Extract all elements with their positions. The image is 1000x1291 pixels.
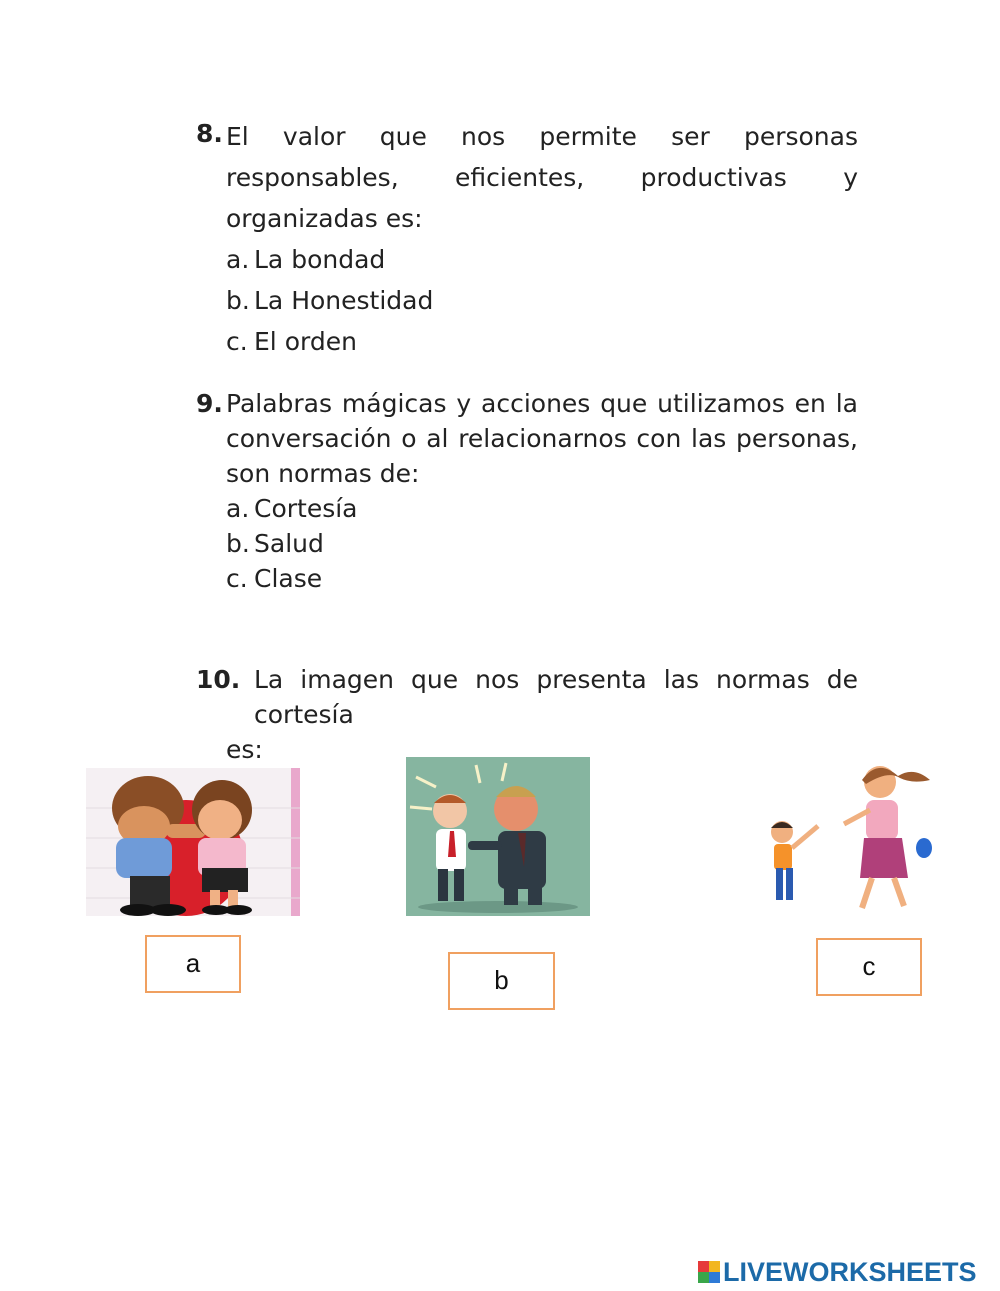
option-c[interactable]: c. El orden: [226, 327, 357, 356]
option-b[interactable]: b. La Honestidad: [226, 286, 434, 315]
question-number: 9.: [196, 389, 223, 418]
option-a[interactable]: a. Cortesía: [226, 494, 358, 523]
question-text-continued: es:: [226, 735, 263, 764]
picture-b-yelling: [406, 757, 590, 916]
picture-c-greeting: [762, 760, 942, 916]
question-number: 8.: [196, 119, 223, 148]
liveworksheets-logo-icon: [698, 1261, 720, 1283]
question-9: [196, 386, 858, 596]
option-c[interactable]: c. Clase: [226, 564, 323, 593]
question-number: 10.: [196, 665, 241, 694]
question-text: Palabras mágicas y acciones que utilizamos en la conversación o al relacionarnos con las personas, son normas de:: [226, 389, 858, 488]
answer-box-c[interactable]: c: [816, 938, 922, 996]
option-a[interactable]: a. La bondad: [226, 245, 386, 274]
question-8: [196, 116, 858, 362]
question-text: El valor que nos permite ser personas responsables, eficientes, productivas y organizadas es:: [226, 122, 858, 233]
brand-text: LIVEWORKSHEETS: [723, 1256, 977, 1287]
answer-box-a[interactable]: a: [145, 935, 241, 993]
picture-a-children: [86, 768, 300, 916]
answer-box-b[interactable]: b: [448, 952, 555, 1010]
question-10: [196, 662, 858, 767]
question-text: La imagen que nos presenta las normas de cortesía: [254, 665, 858, 729]
liveworksheets-brand: [698, 1257, 977, 1287]
option-b[interactable]: b. Salud: [226, 529, 324, 558]
